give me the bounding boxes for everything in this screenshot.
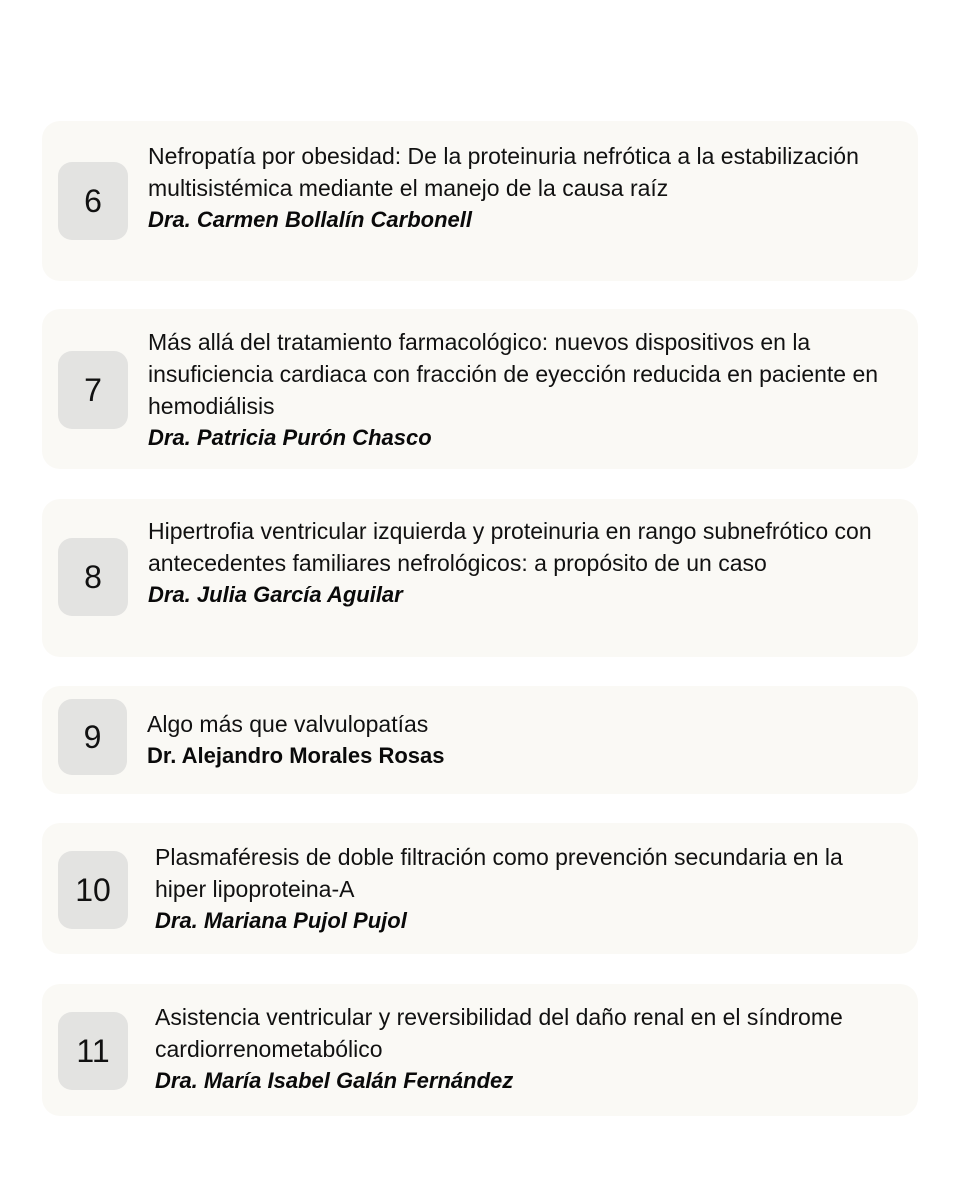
talk-number-badge: 8 — [58, 538, 128, 616]
talk-content — [147, 708, 888, 772]
talk-author: Dr. Alejandro Morales Rosas — [147, 743, 445, 768]
talk-author: Dra. Carmen Bollalín Carbonell — [148, 207, 472, 232]
talk-number-badge: 11 — [58, 1012, 128, 1090]
talk-card — [42, 499, 918, 657]
talk-content — [148, 326, 888, 454]
talk-card — [42, 309, 918, 469]
talk-content — [148, 515, 888, 611]
talk-title: Nefropatía por obesidad: De la proteinuria nefrótica a la estabilización multisistémica mediante el manejo de la causa raíz — [148, 143, 859, 201]
talk-title: Plasmaféresis de doble filtración como prevención secundaria en la hiper lipoproteina-A — [155, 844, 843, 902]
talk-author: Dra. Julia García Aguilar — [148, 582, 403, 607]
talk-title: Hipertrofia ventricular izquierda y proteinuria en rango subnefrótico con antecedentes familiares nefrológicos: a propósito de un caso — [148, 518, 872, 576]
talk-number-badge: 6 — [58, 162, 128, 240]
talk-card — [42, 121, 918, 281]
talk-author: Dra. María Isabel Galán Fernández — [155, 1068, 514, 1093]
talk-content — [155, 1001, 888, 1097]
talk-card — [42, 984, 918, 1116]
talk-author: Dra. Patricia Purón Chasco — [148, 425, 432, 450]
talk-number-badge: 10 — [58, 851, 128, 929]
talk-content — [155, 841, 888, 937]
talk-number-badge: 7 — [58, 351, 128, 429]
talk-card — [42, 823, 918, 954]
talk-number-badge: 9 — [58, 699, 127, 775]
talk-author: Dra. Mariana Pujol Pujol — [155, 908, 407, 933]
talk-title: Más allá del tratamiento farmacológico: nuevos dispositivos en la insuficiencia cardiaca con fracción de eyección reducida en paciente en hemodiálisis — [148, 329, 879, 419]
talk-card — [42, 686, 918, 794]
talk-title: Algo más que valvulopatías — [147, 711, 429, 737]
talk-title: Asistencia ventricular y reversibilidad del daño renal en el síndrome cardiorrenometabólico — [155, 1004, 843, 1062]
talk-content — [148, 140, 888, 236]
